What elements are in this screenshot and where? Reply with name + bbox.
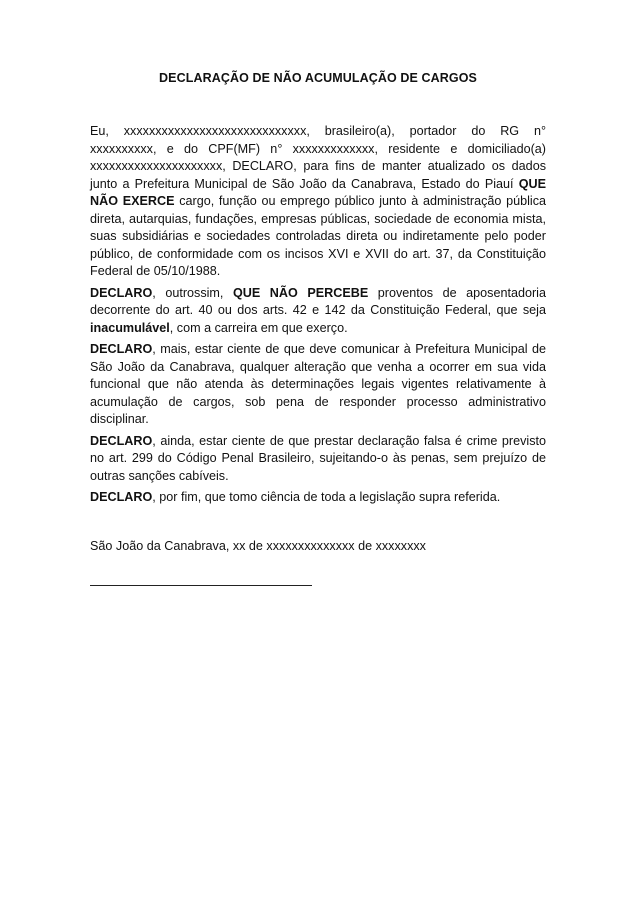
paragraph-text: Eu, xxxxxxxxxxxxxxxxxxxxxxxxxxxxx, brasileiro(a), portador do RG n° xxxxxxxxxx, e do CPF(MF) n° xxxxxxxxxxxxx, residente e domiciliado(a) xxxxxxxxxxxxxxxxxxxxx, DECLARO, para fins de manter atualizado os dados junto a Prefeitura Municipal de São João da Canabrava, Estado do Piauí (90, 124, 546, 191)
paragraph-text: , ainda, estar ciente de que prestar declaração falsa é crime previsto no art. 299 do Código Penal Brasileiro, sujeitando-o às penas, sem prejuízo de outras sanções cabíveis. (90, 433, 546, 483)
paragraph-ciencia-legislacao (90, 489, 546, 507)
document-title: DECLARAÇÃO DE NÃO ACUMULAÇÃO DE CARGOS (159, 71, 477, 85)
paragraph-comunicar-alteracao (90, 341, 546, 429)
paragraph-text: , com a carreira em que exerço. (169, 320, 348, 335)
paragraph-declaracao-falsa (90, 433, 546, 486)
paragraph-nao-percebe (90, 285, 546, 338)
emphasis-declaro: DECLARO (90, 490, 153, 504)
place-and-date: São João da Canabrava, xx de xxxxxxxxxxxxxx de xxxxxxxx (90, 538, 426, 553)
document-page (90, 70, 546, 555)
emphasis-que-nao-percebe: QUE NÃO PERCEBE (232, 285, 369, 300)
paragraph-text: cargo, função ou emprego público junto à administração pública direta, autarquias, fundações, empresas públicas, sociedade de economia mista, suas subsidiárias e sociedades controladas direta ou indiretamente pelo poder público, de conformidade com os incisos XVI e XVII do art. 37, da Constituição Federal de 05/10/1988. (90, 194, 546, 278)
paragraph-text: , outrossim, (152, 285, 233, 300)
emphasis-declaro: DECLARO (90, 342, 153, 356)
emphasis-declaro: DECLARO (90, 433, 153, 448)
paragraph-text: , por fim, que tomo ciência de toda a legislação supra referida. (152, 490, 501, 504)
paragraph-declaration-intro (90, 123, 546, 281)
emphasis-declaro: DECLARO (90, 285, 153, 300)
paragraph-text: proventos de aposentadoria decorrente do art. 40 ou dos arts. 42 e 142 da Constituição Federal, que seja (90, 285, 546, 317)
emphasis-que-nao-exerce: QUE NÃO EXERCE (90, 176, 546, 208)
paragraph-text: , mais, estar ciente de que deve comunicar à Prefeitura Municipal de São João da Canabrava, qualquer alteração que venha a ocorrer em sua vida funcional que não atenda às determinações legais vigentes relativamente à acumulação de cargos, sob pena de responder processo administrativo disciplinar. (90, 342, 546, 426)
signature-line (90, 585, 312, 586)
emphasis-inacumulavel: inacumulável (90, 320, 170, 335)
